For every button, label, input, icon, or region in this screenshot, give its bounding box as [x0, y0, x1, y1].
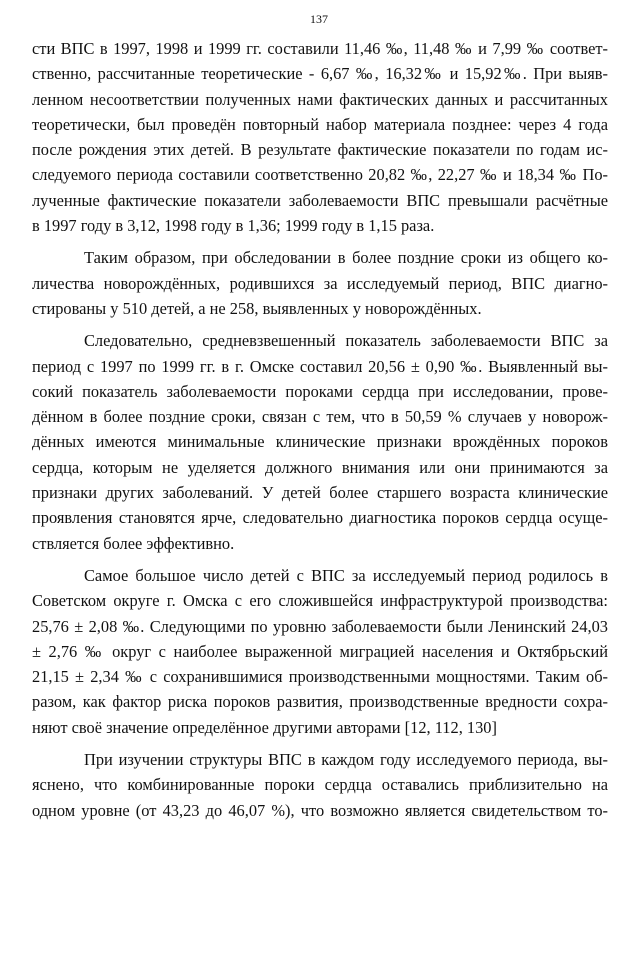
text-line: яснено, что комбинированные пороки сердца оставались приблизительно на	[32, 775, 608, 795]
page-number: 137	[310, 12, 328, 26]
text-line: 25,76 ± 2,08 ‰. Следующими по уровню заболеваемости были Ленинский 24,03	[32, 616, 608, 636]
text-line: в 1997 году в 3,12, 1998 году в 1,36; 1999 году в 1,15 раза.	[32, 216, 435, 236]
paragraph-gap	[32, 556, 608, 563]
text-line: стированы у 510 детей, а не 258, выявленных у новорождённых.	[32, 298, 482, 318]
text-line: ленном несоответствии полученных нами фактических данных и рассчитанных	[32, 89, 608, 109]
text-line: Следовательно, средневзвешенный показатель заболеваемости ВПС за	[84, 331, 608, 351]
text-line: следуемого периода составили соответственно 20,82 ‰, 22,27 ‰ и 18,34 ‰ По-	[32, 165, 608, 185]
text-line: лученные фактические показатели заболеваемости ВПС превышали расчётные	[32, 190, 608, 210]
text-line: Таким образом, при обследовании в более поздние сроки из общего ко-	[84, 248, 608, 268]
text-line: личества новорождённых, родившихся за исследуемый период, ВПС диагно-	[32, 273, 608, 293]
text-line: дённом в более поздние сроки, связан с тем, что в 50,59 % случаев у новорож-	[32, 407, 608, 427]
text-line: При изучении структуры ВПС в каждом году исследуемого периода, вы-	[84, 750, 608, 770]
text-line: после рождения этих детей. В результате фактические показатели по годам ис-	[32, 140, 608, 160]
text-line: сокий показатель заболеваемости пороками сердца при исследовании, прове-	[32, 381, 608, 401]
paragraph	[32, 747, 608, 823]
paragraph-gap	[32, 740, 608, 747]
text-line: ствляется более эффективно.	[32, 533, 235, 553]
paragraph	[32, 328, 608, 556]
text-line: сти ВПС в 1997, 1998 и 1999 гг. составили 11,46 ‰, 11,48 ‰ и 7,99 ‰ соответ-	[32, 39, 608, 58]
paragraph	[32, 36, 608, 238]
paragraph-gap	[32, 238, 608, 245]
text-line: теоретически, был проведён повторный набор материала позднее: через 4 года	[32, 114, 608, 134]
text-line: дённых имеются минимальные клинические признаки врождённых пороков	[32, 432, 608, 452]
paragraph-gap	[32, 321, 608, 328]
text-line: признаки других заболеваний. У детей более старшего возраста клинические	[32, 483, 608, 503]
text-line: няют своё значение определённое другими авторами [12, 112, 130]	[32, 717, 497, 737]
text-line: сердца, которым не уделяется должного внимания или они принимаются за	[32, 457, 608, 477]
text-line: ственно, рассчитанные теоретические - 6,67 ‰, 16,32‰ и 15,92‰. При выяв-	[32, 64, 608, 84]
body-text	[32, 36, 608, 823]
text-line: Самое большое число детей с ВПС за исследуемый период родилось в	[84, 565, 608, 585]
text-line: одном уровне (от 43,23 до 46,07 %), что возможно является свидетельством то-	[32, 800, 608, 820]
text-line: Советском округе г. Омска с его сложившейся инфраструктурой производства:	[32, 591, 608, 611]
text-line: ± 2,76 ‰ округ с наиболее выраженной миграцией населения и Октябрьский	[32, 641, 608, 661]
text-line: разом, как фактор риска пороков развития, производственные вредности сохра-	[32, 692, 608, 712]
paragraph	[32, 563, 608, 740]
text-line: 21,15 ± 2,34 ‰ с сохранившимися производственными мощностями. Таким об-	[32, 667, 608, 687]
paragraph	[32, 245, 608, 321]
text-line: проявления становятся ярче, следовательно диагностика пороков сердца осуще-	[32, 508, 608, 528]
text-line: период с 1997 по 1999 гг. в г. Омске составил 20,56 ± 0,90 ‰. Выявленный вы-	[32, 356, 608, 376]
